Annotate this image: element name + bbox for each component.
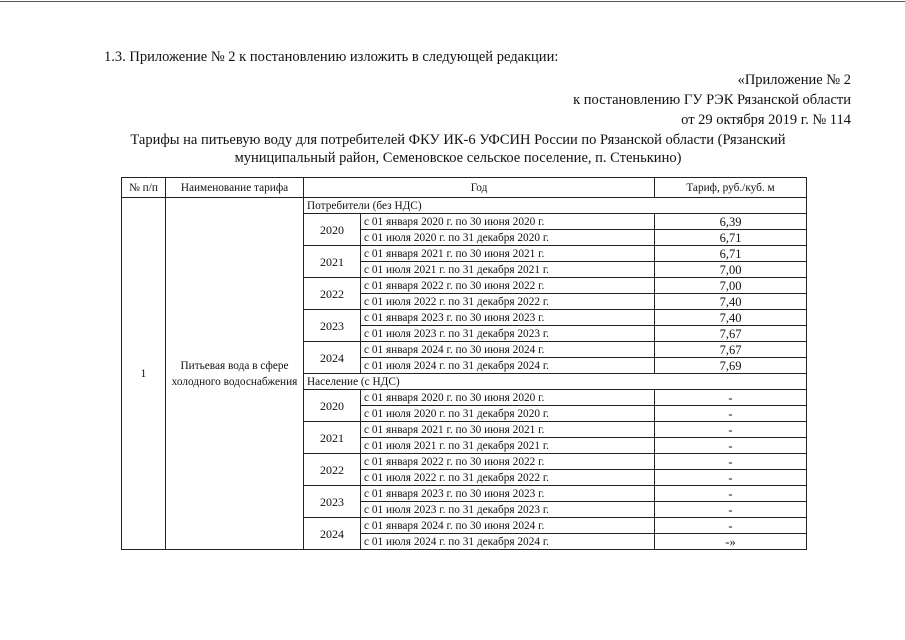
- period-cell: с 01 января 2023 г. по 30 июня 2023 г.: [361, 310, 655, 326]
- year-cell: 2021: [304, 422, 361, 454]
- price-cell: 6,39: [655, 214, 807, 230]
- period-cell: с 01 января 2023 г. по 30 июня 2023 г.: [361, 486, 655, 502]
- document-title: Тарифы на питьевую воду для потребителей ФКУ ИК-6 УФСИН России по Рязанской области (Рязанский муниципальный район, Семеновское сельское поселение, п. Стенькино): [130, 132, 786, 166]
- price-cell: 7,00: [655, 262, 807, 278]
- table-body: [122, 198, 807, 550]
- year-cell: 2023: [304, 310, 361, 342]
- header-number: № п/п: [122, 178, 166, 198]
- period-cell: с 01 января 2021 г. по 30 июня 2021 г.: [361, 246, 655, 262]
- period-cell: с 01 января 2020 г. по 30 июня 2020 г.: [361, 390, 655, 406]
- period-cell: с 01 июля 2024 г. по 31 декабря 2024 г.: [361, 358, 655, 374]
- appendix-reference: [573, 70, 851, 130]
- price-cell: -: [655, 518, 807, 534]
- year-cell: 2024: [304, 518, 361, 550]
- year-cell: 2022: [304, 454, 361, 486]
- group-label: Население (с НДС): [304, 374, 807, 390]
- period-cell: с 01 июля 2022 г. по 31 декабря 2022 г.: [361, 470, 655, 486]
- appendix-line-3: от 29 октября 2019 г. № 114: [681, 112, 851, 128]
- price-cell: 7,00: [655, 278, 807, 294]
- period-cell: с 01 января 2024 г. по 30 июня 2024 г.: [361, 342, 655, 358]
- header-tariff-name: Наименование тарифа: [166, 178, 304, 198]
- price-cell: 6,71: [655, 230, 807, 246]
- header-price: Тариф, руб./куб. м: [655, 178, 807, 198]
- page-top-border: [0, 1, 905, 2]
- price-cell: 7,40: [655, 310, 807, 326]
- appendix-line-2: к постановлению ГУ РЭК Рязанской области: [573, 92, 851, 108]
- price-cell: -»: [655, 534, 807, 550]
- period-cell: с 01 июля 2024 г. по 31 декабря 2024 г.: [361, 534, 655, 550]
- period-cell: с 01 января 2022 г. по 30 июня 2022 г.: [361, 454, 655, 470]
- year-cell: 2020: [304, 390, 361, 422]
- intro-paragraph: 1.3. Приложение № 2 к постановлению изложить в следующей редакции:: [104, 49, 559, 65]
- tariff-name: Питьевая вода в сфере холодного водоснабжения: [166, 198, 304, 550]
- period-cell: с 01 января 2021 г. по 30 июня 2021 г.: [361, 422, 655, 438]
- row-number: 1: [122, 198, 166, 550]
- price-cell: -: [655, 502, 807, 518]
- appendix-line-1: «Приложение № 2: [737, 72, 851, 88]
- table-header-row: [122, 178, 807, 198]
- price-cell: 7,69: [655, 358, 807, 374]
- table-row: [122, 198, 807, 214]
- price-cell: 7,67: [655, 326, 807, 342]
- price-cell: -: [655, 470, 807, 486]
- price-cell: -: [655, 454, 807, 470]
- price-cell: 7,67: [655, 342, 807, 358]
- year-cell: 2024: [304, 342, 361, 374]
- year-cell: 2023: [304, 486, 361, 518]
- period-cell: с 01 января 2024 г. по 30 июня 2024 г.: [361, 518, 655, 534]
- period-cell: с 01 июля 2023 г. по 31 декабря 2023 г.: [361, 326, 655, 342]
- price-cell: -: [655, 390, 807, 406]
- period-cell: с 01 июля 2022 г. по 31 декабря 2022 г.: [361, 294, 655, 310]
- group-label: Потребители (без НДС): [304, 198, 807, 214]
- year-cell: 2021: [304, 246, 361, 278]
- price-cell: -: [655, 438, 807, 454]
- price-cell: -: [655, 422, 807, 438]
- period-cell: с 01 июля 2021 г. по 31 декабря 2021 г.: [361, 438, 655, 454]
- period-cell: с 01 января 2022 г. по 30 июня 2022 г.: [361, 278, 655, 294]
- year-cell: 2022: [304, 278, 361, 310]
- period-cell: с 01 июля 2020 г. по 31 декабря 2020 г.: [361, 406, 655, 422]
- year-cell: 2020: [304, 214, 361, 246]
- tariff-table: [121, 177, 807, 550]
- period-cell: с 01 июля 2020 г. по 31 декабря 2020 г.: [361, 230, 655, 246]
- price-cell: -: [655, 406, 807, 422]
- price-cell: 6,71: [655, 246, 807, 262]
- period-cell: с 01 июля 2023 г. по 31 декабря 2023 г.: [361, 502, 655, 518]
- header-year: Год: [304, 178, 655, 198]
- period-cell: с 01 июля 2021 г. по 31 декабря 2021 г.: [361, 262, 655, 278]
- price-cell: -: [655, 486, 807, 502]
- period-cell: с 01 января 2020 г. по 30 июня 2020 г.: [361, 214, 655, 230]
- price-cell: 7,40: [655, 294, 807, 310]
